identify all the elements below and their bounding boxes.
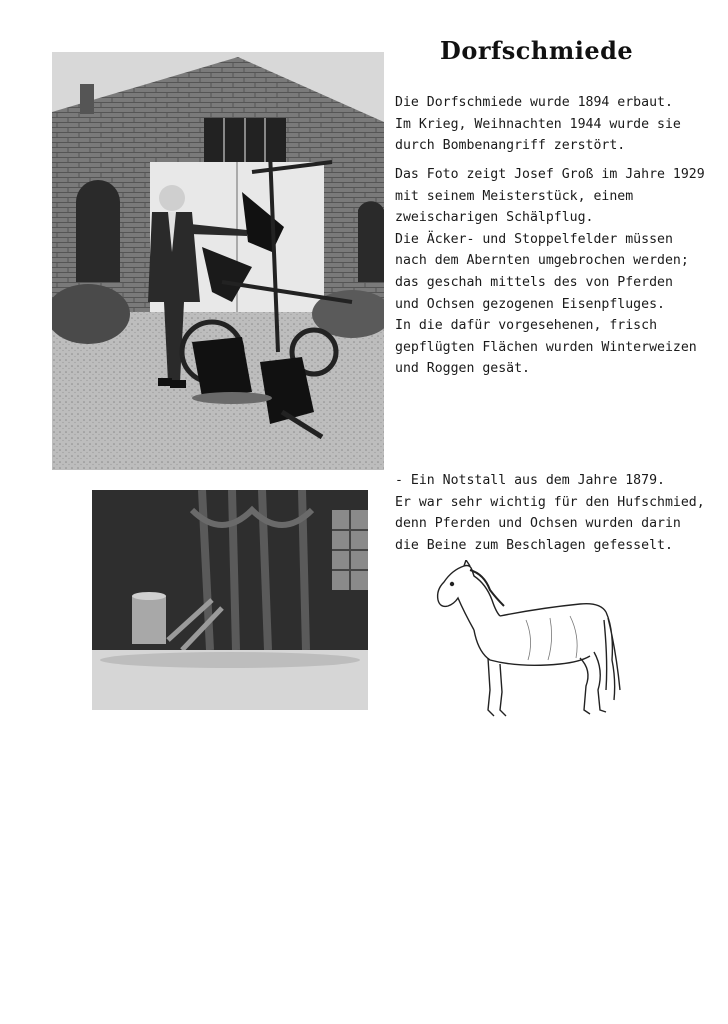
paragraph-notstall: - Ein Notstall aus dem Jahre 1879. Er war sehr wichtig für den Hufschmied, denn Pferden und Ochsen wurden darin die Beine zum Beschlagen gefesselt. bbox=[395, 473, 705, 553]
horse-illustration bbox=[430, 560, 630, 725]
paragraph-photo-description: Das Foto zeigt Josef Groß im Jahre 1929 mit seinem Meisterstück, einem zweischarigen Schälpflug. Die Äcker- und Stoppelfelder müssen nach dem Abernten umgebrochen werden; das geschah mittels des von Pferden und Ochsen gezogenen Eisenpfluges. In die dafür vorgesehenen, frisch gepflügten Flächen wurden Winterweizen und Roggen gesät. bbox=[395, 167, 705, 377]
photo-notstall bbox=[92, 490, 368, 710]
paragraph-history: Die Dorfschmiede wurde 1894 erbaut. Im Krieg, Weihnachten 1944 wurde sie durch Bombenangriff zerstört. bbox=[395, 95, 681, 154]
photo-smithy-plough bbox=[52, 52, 384, 470]
page-title: Dorfschmiede bbox=[440, 36, 634, 65]
